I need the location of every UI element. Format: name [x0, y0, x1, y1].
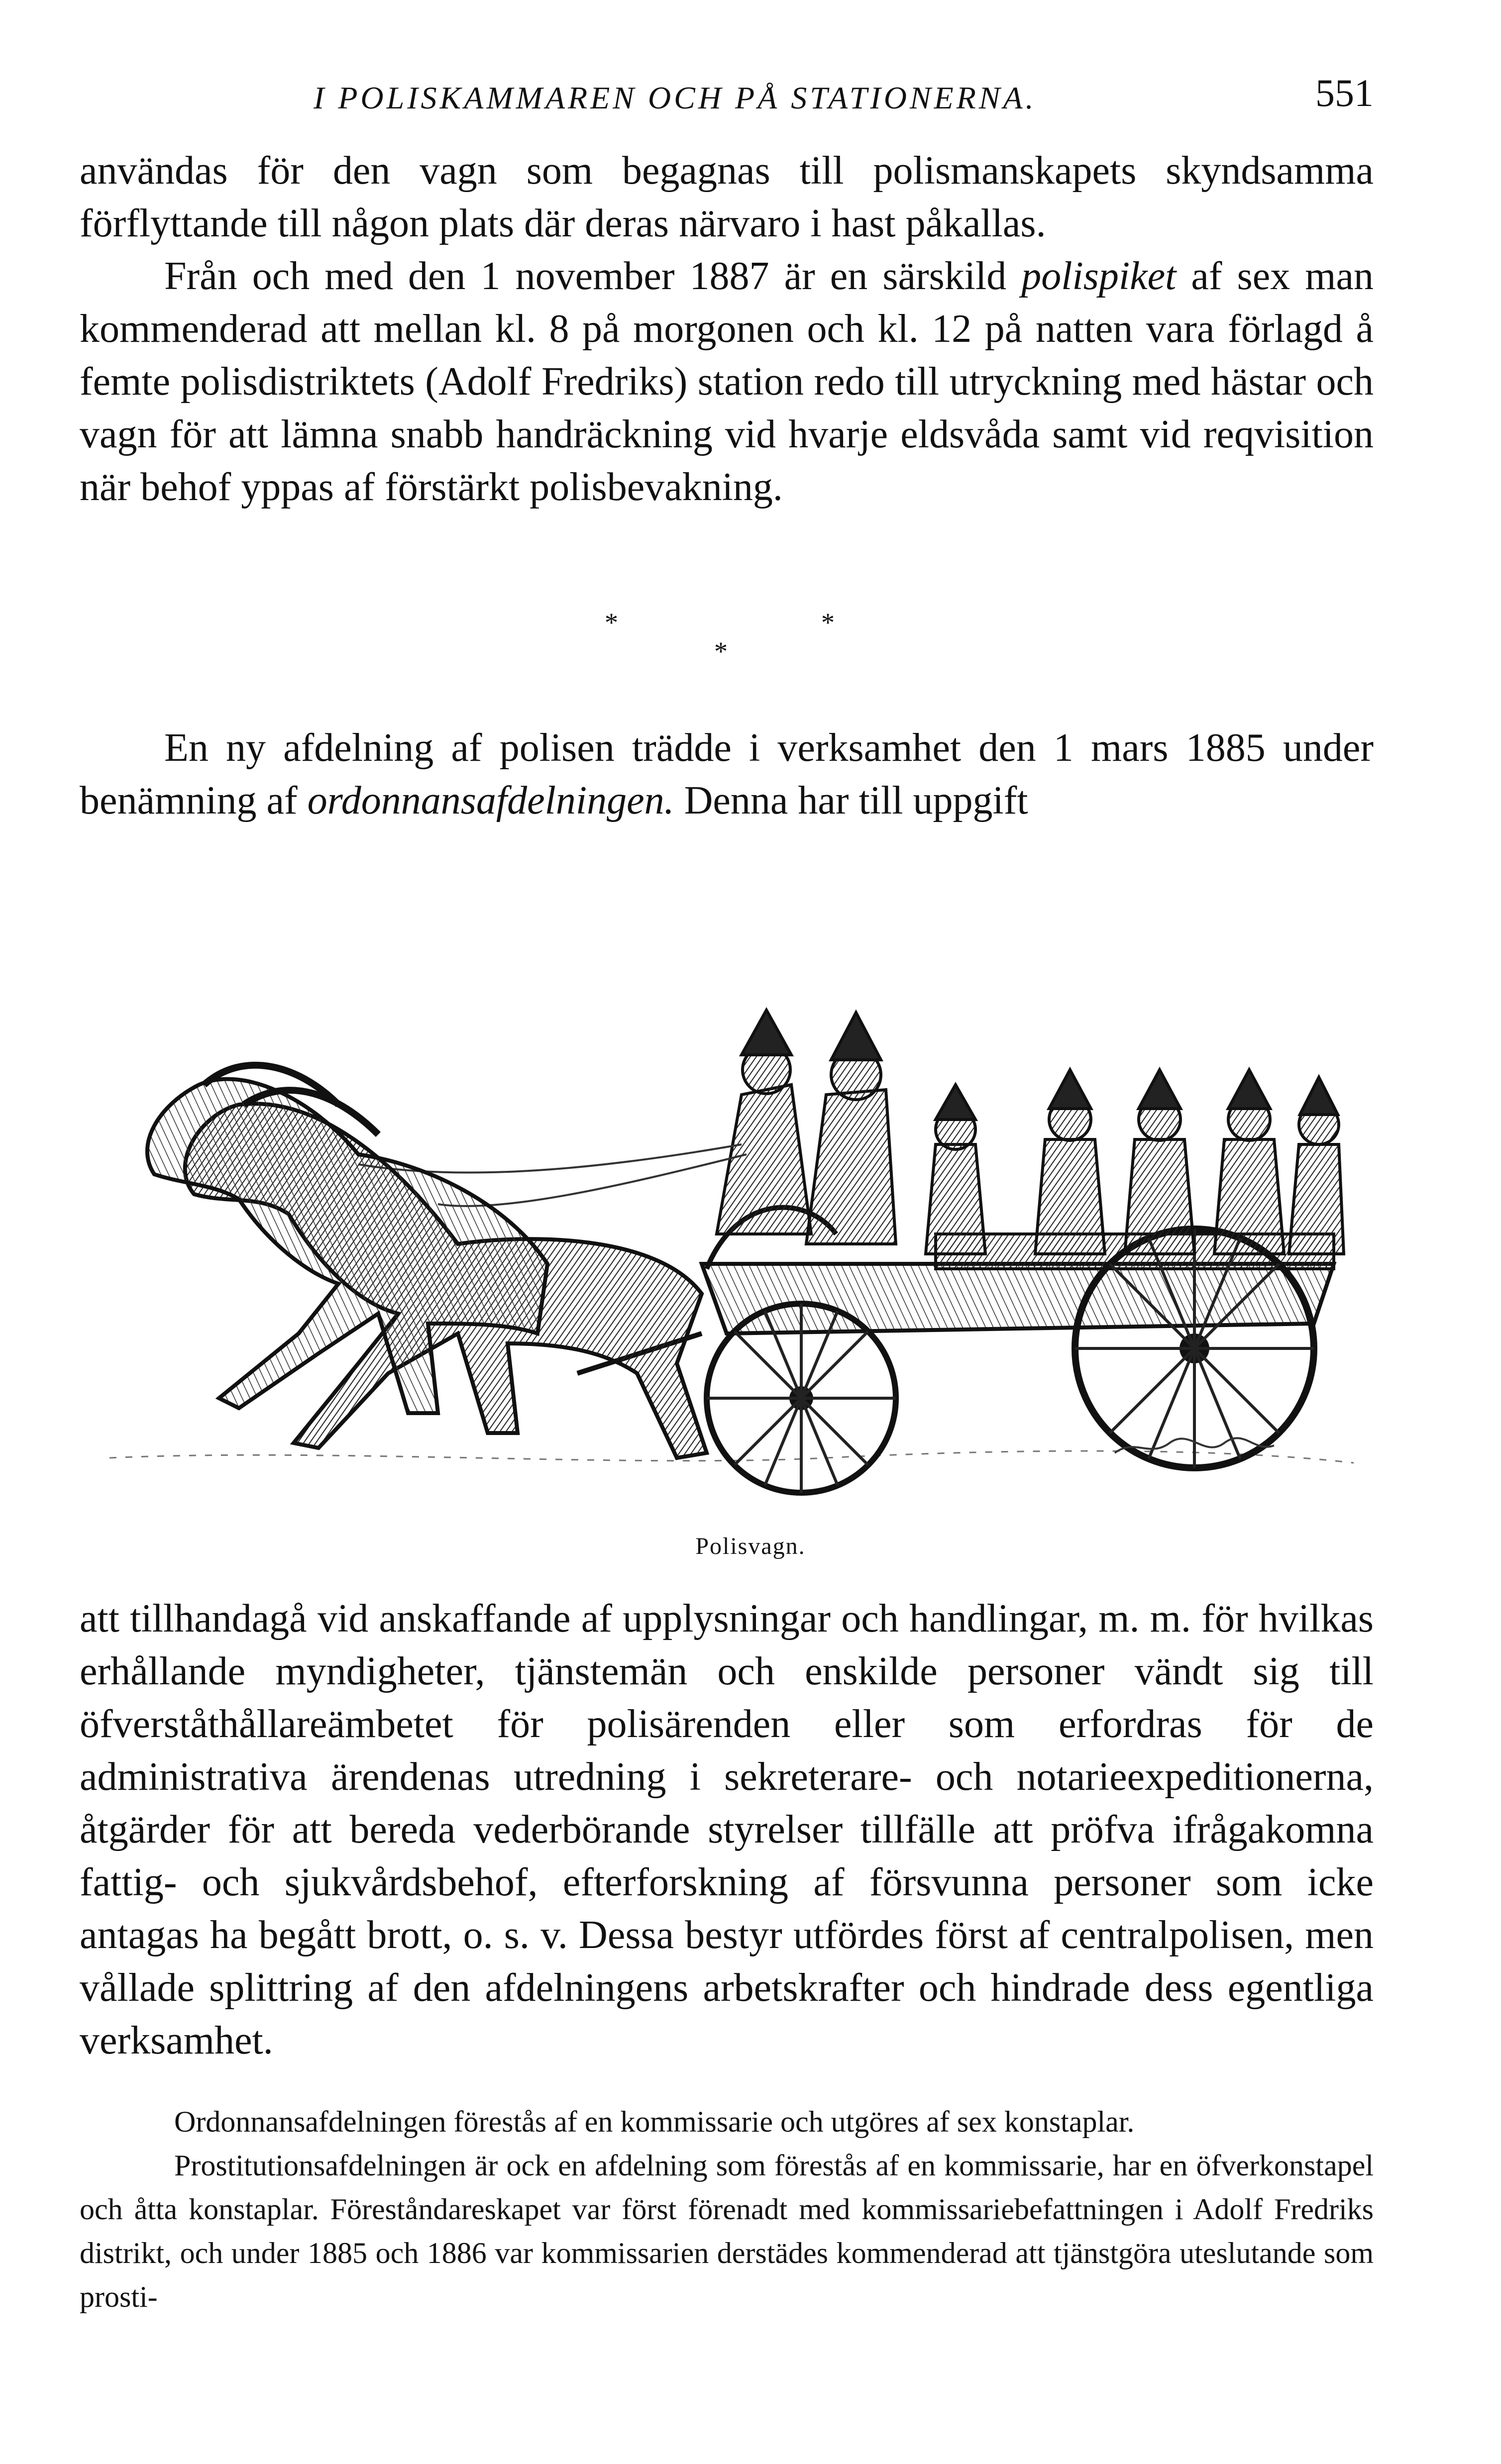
- intro-text: [80, 144, 1374, 513]
- intro-paragraph-2-start: Från och med den 1 november 1887 är en särskild: [164, 254, 1022, 298]
- section-break: [0, 607, 1501, 687]
- intro-paragraph-2: [80, 250, 1374, 513]
- intro-paragraph-1: användas för den vagn som begagnas till polismanskapets skyndsamma förflyttande till någon plats där deras närvaro i hast påkallas.: [80, 149, 1374, 245]
- police-wagon-illustration: [80, 886, 1374, 1523]
- section-star: *: [714, 636, 728, 666]
- figure-caption: Polisvagn.: [695, 1533, 806, 1559]
- page-number: 551: [1315, 71, 1374, 114]
- ordonnansafdelningen-term: ordonnansafdelningen.: [307, 779, 674, 822]
- intro-paragraph-2-end: af sex man kommenderad att mellan kl. 8 på morgonen och kl. 12 på natten vara förlagd å femte polisdistriktets (Adolf Fredriks) station redo till utryckning med hästar och vagn för att lämna snabb handräckning vid hvarje eldsvåda samt vid reqvisition när behof yppas af förstärkt polisbevakning.: [80, 254, 1374, 509]
- continuation-text: [80, 1592, 1374, 2067]
- footnote-prostitution: Prostitutionsafdelningen är ock en afdelning som förestås af en kommissarie, har en öfverkonstapel och åtta konstaplar. Föreståndareskapet var först förenadt med kommissariebefattningen i Adolf Fredriks distrikt, och under 1885 och 1886 var kommissarien derstädes kommenderad att tjänstgöra uteslutande som prosti-: [80, 2149, 1374, 2313]
- section-text: [80, 721, 1374, 827]
- policemen: [717, 1010, 1344, 1254]
- section-star: *: [605, 608, 618, 637]
- rear-wheel: [1075, 1229, 1314, 1468]
- footnote-ordonnans: Ordonnansafdelningen förestås af en kommissarie och utgöres af sex konstaplar.: [174, 2105, 1135, 2138]
- page-header: [80, 60, 1374, 119]
- section-paragraph-start: En ny afdelning af polisen trädde i verksamhet den 1 mars 1885 under benämning af: [80, 726, 1374, 822]
- front-wheel: [707, 1304, 896, 1493]
- section-paragraph: [80, 721, 1374, 827]
- running-title: I POLISKAMMAREN OCH PÅ STATIONERNA.: [314, 80, 1037, 115]
- polispiket-term: polispiket: [1021, 254, 1177, 298]
- section-star: *: [821, 608, 835, 637]
- continuation-paragraph: att tillhandagå vid anskaffande af upplysningar och handlingar, m. m. för hvilkas erhållande myndigheter, tjänstemän och enskilde personer vändt sig till öfverståthållareämbetet för polisärenden eller som erfordras för de administrativa ärendenas utredning i sekreterare- och notarieexpeditionerna, åtgärder för att bereda vederbörande styrelser tillfälle att pröfva ifrågakomna fattig- och sjukvårdsbehof, efterforskning af försvunna personer som icke antagas ha begått brott, o. s. v. Dessa bestyr utfördes först af centralpolisen, men vållade splittring af den afdelningens arbetskrafter och hindrade dess egentliga verksamhet.: [80, 1597, 1374, 2062]
- section-paragraph-end: Denna har till uppgift: [674, 779, 1028, 822]
- police-wagon-engraving: [80, 886, 1374, 1523]
- footnotes: [80, 2100, 1374, 2319]
- horses: [147, 1065, 707, 1458]
